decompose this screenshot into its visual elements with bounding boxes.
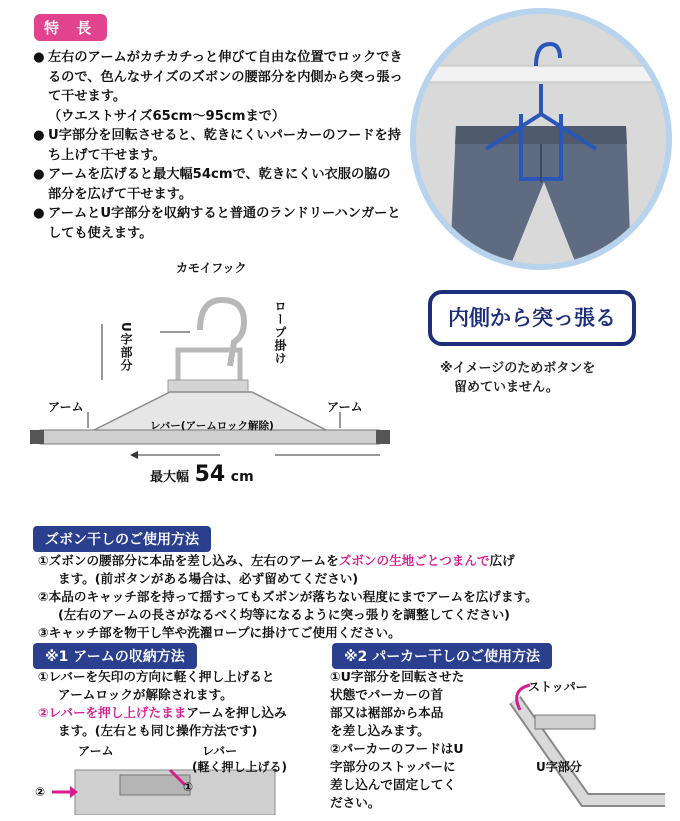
pants-hanger-illustration [416, 14, 666, 264]
max-width-label: 最大幅 54 cm [150, 462, 254, 487]
feature-item: ● アームとU字部分を収納すると普通のランドリーハンガーとしても使えます。 [33, 206, 401, 241]
feature-item: （ウエストサイズ65cm〜95cmまで） [48, 108, 286, 124]
features-tag: 特 長 [34, 14, 107, 41]
features-list [33, 48, 403, 243]
pants-section-header: ズボン干しのご使用方法 [33, 526, 211, 552]
feature-item: ● アームを広げると最大幅54cmで、乾きにくい衣服の脇の部分を広げて干せます。 [33, 167, 391, 202]
pants-photo [410, 8, 672, 270]
fig-arm-label: アーム [78, 744, 114, 758]
feature-item: ● U字部分を回転させると、乾きにくいパーカーのフードを持ち上げて干せます。 [33, 128, 401, 163]
arm-left-label: アーム [48, 400, 84, 414]
hanger-diagram [30, 270, 390, 470]
lever-label: レバー(アームロック解除) [150, 420, 274, 432]
fig-stopper-label: ストッパー [528, 680, 588, 694]
photo-callout: 内側から突っ張る [428, 290, 636, 346]
hook-label: カモイフック [176, 261, 247, 275]
arm-right-label: アーム [327, 400, 363, 414]
arm-storage-figure [30, 740, 320, 815]
fig-lever-note: (軽く押し上げる) [192, 760, 287, 774]
rope-hook-label: ロープ掛け [273, 300, 287, 365]
pants-instructions: ①ズボンの腰部分に本品を差し込み、左右のアームをズボンの生地ごとつまんで広げ ます。(前ボタンがある場合は、必ず留めてください) ②本品のキャッチ部を持って揺すってもズボンが落ちない程度にまでアームを広げます。 (左右のアームの長さがなるべく均等になるように突っ張りを調整してください) ③キャッチ部を物干し竿や洗濯ロープに掛けてご使用ください。 [38, 553, 538, 640]
arm-section-header: ※1 アームの収納方法 [33, 643, 197, 669]
parka-section-header: ※2 パーカー干しのご使用方法 [332, 643, 552, 669]
parka-instructions: ①U字部分を回転させた 状態でパーカーの首 部又は裾部から本品 を差し込みます。 ②パーカーのフードはU 字部分のストッパーに 差し込んで固定してく ださい。 [330, 669, 465, 810]
fig-mark-2: ② [35, 785, 46, 799]
arm-instructions: ①レバーを矢印の方向に軽く押し上げると アームロックが解除されます。 ②レバーを押し上げたままアームを押し込み ます。(左右とも同じ操作方法です) [38, 669, 287, 738]
fig-u-label: U字部分 [536, 760, 582, 774]
feature-item: ● 左右のアームがカチカチっと伸びて自由な位置でロックできるので、色んなサイズのズボンの腰部分を内側から突っ張って干せます。 [33, 50, 403, 104]
photo-note: ※イメージのためボタンを 留めていません。 [440, 361, 596, 395]
fig-lever-label: レバー [202, 744, 238, 758]
u-part-label: U字部分 [119, 322, 133, 372]
fig-mark-1: ① [183, 780, 194, 794]
